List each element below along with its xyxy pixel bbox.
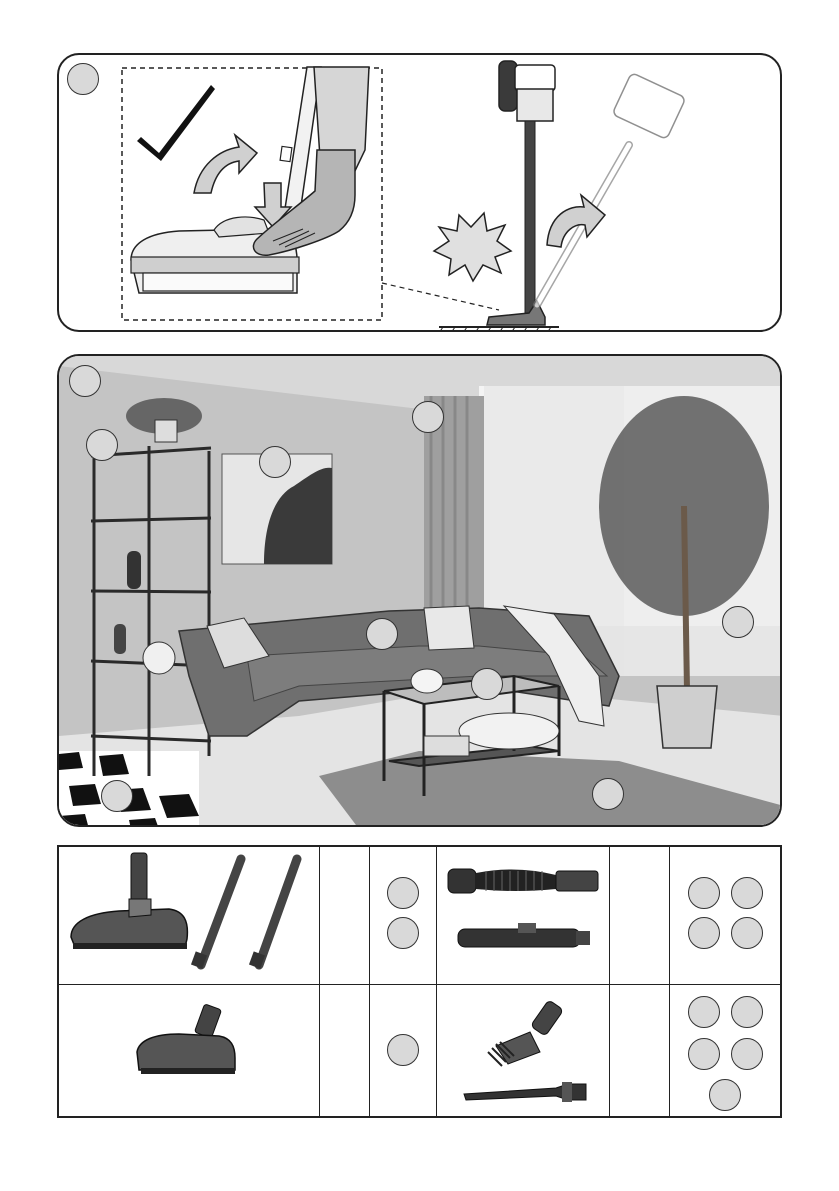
accessory-marker <box>731 996 763 1028</box>
area-marker-sofa <box>366 618 398 650</box>
curved-arrow-icon <box>194 135 257 193</box>
accessory-row-2-left-markers <box>369 984 436 1118</box>
accessory-marker <box>387 917 419 949</box>
accessory-row-1-left-markers <box>369 847 436 984</box>
accessory-marker <box>731 917 763 949</box>
accessory-marker <box>688 877 720 909</box>
checkmark-icon <box>137 85 215 161</box>
accessory-marker <box>688 996 720 1028</box>
accessory-row-2-right-image <box>436 984 609 1118</box>
accessory-marker <box>731 1038 763 1070</box>
area-marker-curtain <box>412 401 444 433</box>
accessory-marker <box>731 877 763 909</box>
flexible-hose-icon <box>448 869 598 893</box>
step-marker <box>69 365 101 397</box>
living-room-illustration-panel <box>57 354 782 827</box>
area-marker-table <box>471 668 503 700</box>
area-marker-tiles <box>101 780 133 812</box>
accessory-row-1-right-image <box>436 847 609 984</box>
vacuum-usage-illustration <box>59 55 782 332</box>
accessory-row-2-right-markers <box>669 984 782 1118</box>
crevice-tool-icon <box>464 1082 586 1102</box>
extension-tube-icon <box>191 859 241 969</box>
accessory-marker <box>387 877 419 909</box>
impact-burst-icon <box>434 213 511 281</box>
usage-illustration-panel <box>57 53 782 332</box>
area-marker-shelf <box>86 429 118 461</box>
extension-tube-icon <box>249 859 297 969</box>
accessory-marker <box>709 1079 741 1111</box>
step-marker <box>67 63 99 95</box>
accessory-row-2-left-image <box>59 984 319 1118</box>
accessory-marker <box>688 1038 720 1070</box>
accessory-table <box>57 845 782 1118</box>
area-marker-rug <box>592 778 624 810</box>
crevice-adapter-icon <box>458 923 590 947</box>
accessory-marker <box>387 1034 419 1066</box>
accessory-row-1-right-markers <box>669 847 782 984</box>
area-marker-plant <box>722 606 754 638</box>
accessory-row-1-left-image <box>59 847 319 984</box>
accessory-marker <box>688 917 720 949</box>
floor-brush-icon <box>71 853 187 949</box>
mini-brush-icon <box>137 1004 235 1074</box>
dusting-brush-icon <box>488 1000 564 1066</box>
stick-vacuum-tilted-icon <box>537 72 686 305</box>
area-marker-painting <box>259 446 291 478</box>
